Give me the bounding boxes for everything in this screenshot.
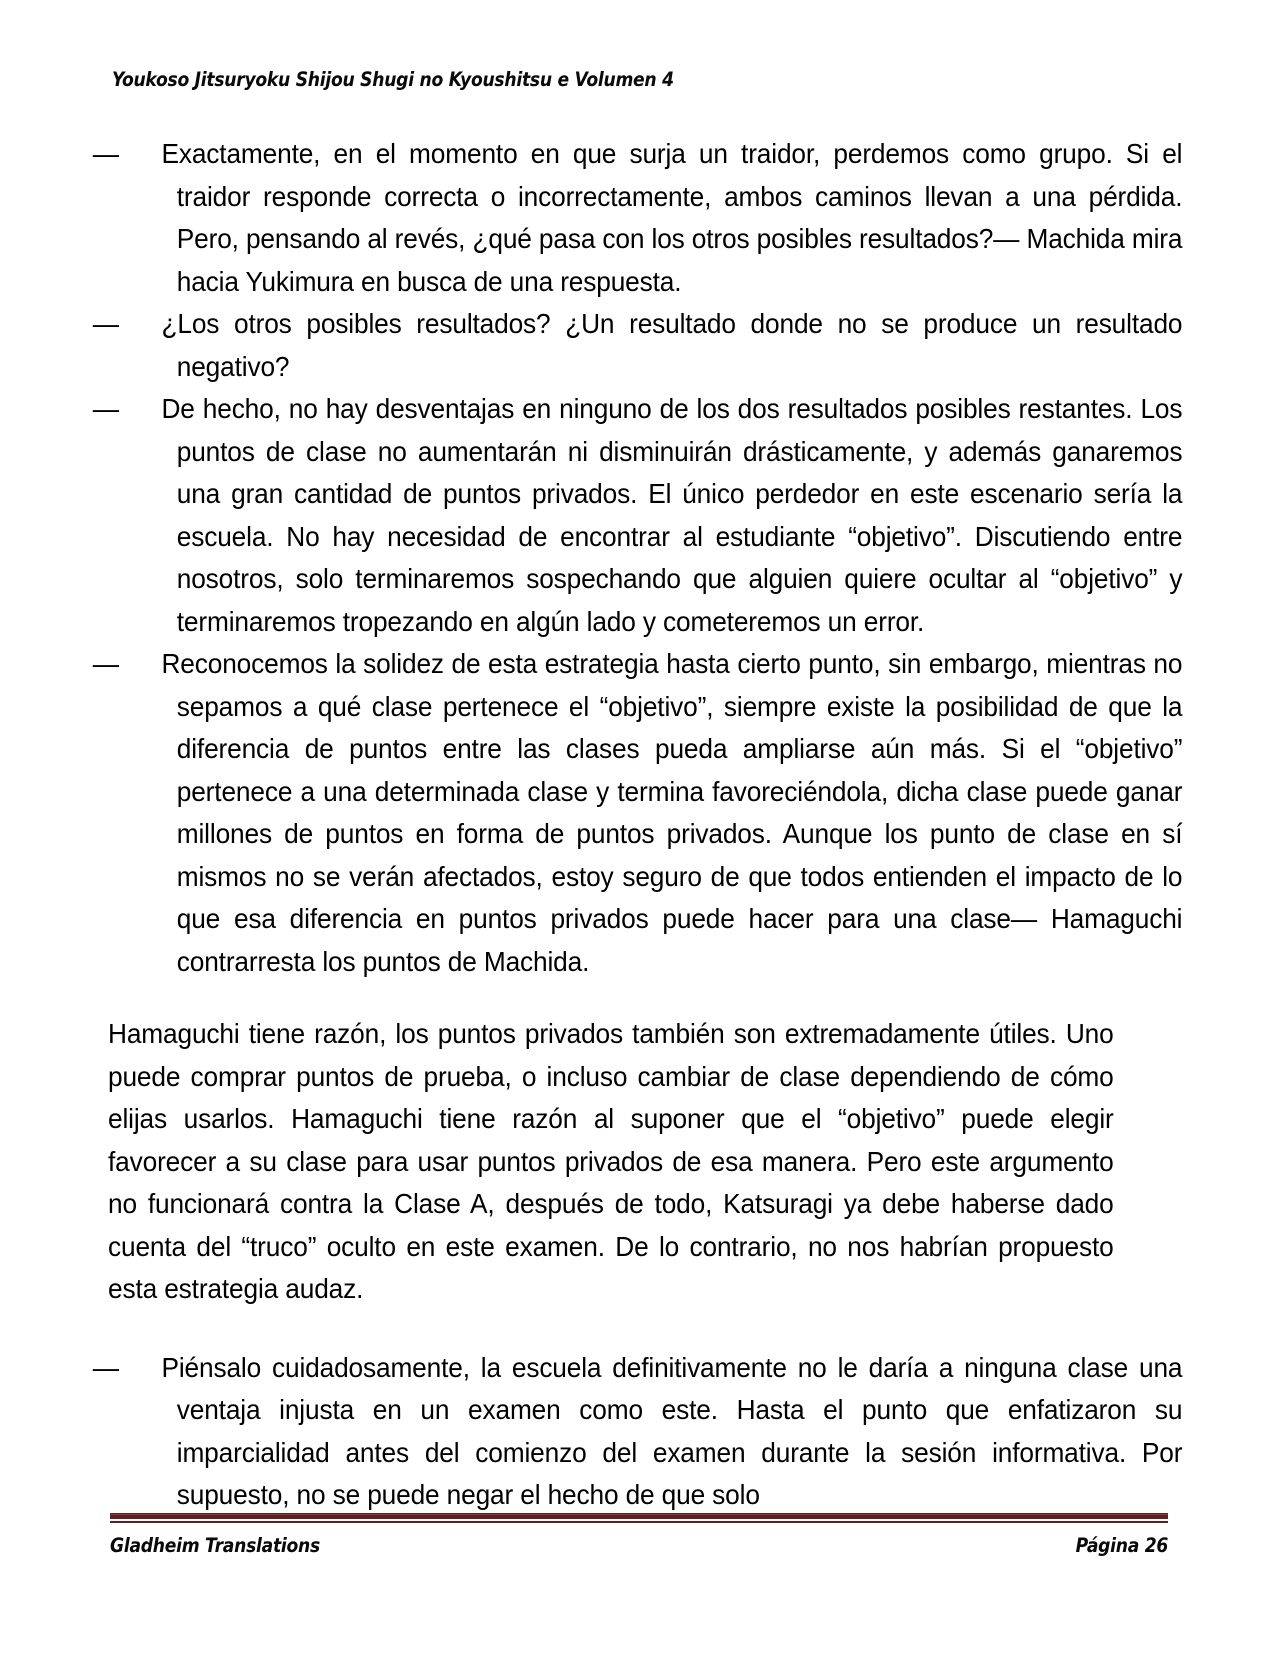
em-dash-bullet: — bbox=[92, 1351, 119, 1383]
em-dash-bullet: — bbox=[92, 648, 119, 679]
footer-divider-highlight bbox=[110, 1514, 1168, 1515]
em-dash-bullet: — bbox=[92, 393, 119, 424]
header-title: Youkoso Jitsuryoku Shijou Shugi no Kyoushitsu e Volumen 4 bbox=[112, 68, 674, 91]
paragraph-text: Exactamente, en el momento en que surja un traidor, perdemos como grupo. Si el traidor responde correcta o incorrectamente, ambos caminos llevan a una pérdida. Pero, pensando al revés, ¿qué pasa con los otros posibles resultados?— Machida mira hacia Yukimura en busca de una respuesta. bbox=[161, 138, 1183, 297]
paragraph-text: De hecho, no hay desventajas en ninguno de los dos resultados posibles restantes. Los puntos de clase no aumentarán ni disminuirán drásticamente, y además ganaremos una gran cantidad de puntos privados. El único perdedor en este escenario sería la escuela. No hay necesidad de encontrar al estudiante “objetivo”. Discutiendo entre nosotros, solo terminaremos sospechando que alguien quiere ocultar al “objetivo” y terminaremos tropezando en algún lado y cometeremos un error. bbox=[161, 393, 1183, 637]
body-paragraph bbox=[92, 1347, 1183, 1517]
page-body bbox=[92, 133, 1183, 1517]
footer-divider bbox=[110, 1513, 1168, 1523]
footer-divider-thin-bar bbox=[110, 1521, 1168, 1523]
body-paragraph bbox=[92, 388, 1183, 643]
em-dash-bullet: — bbox=[92, 138, 119, 169]
paragraph-spacer bbox=[108, 1311, 1114, 1347]
page-header bbox=[112, 68, 1168, 91]
paragraph-text: ¿Los otros posibles resultados? ¿Un resultado donde no se produce un resultado negativo? bbox=[161, 308, 1183, 382]
body-paragraph bbox=[92, 303, 1183, 388]
page-footer bbox=[110, 1534, 1168, 1557]
body-paragraph bbox=[92, 643, 1183, 983]
body-paragraph bbox=[92, 133, 1183, 303]
paragraph-text: Reconocemos la solidez de esta estrategia hasta cierto punto, sin embargo, mientras no sepamos a qué clase pertenece el “objetivo”, siempre existe la posibilidad de que la diferencia de puntos entre las clases pueda ampliarse aún más. Si el “objetivo” pertenece a una determinada clase y termina favoreciéndola, dicha clase puede ganar millones de puntos en forma de puntos privados. Aunque los punto de clase en sí mismos no se verán afectados, estoy seguro de que todos entienden el impacto de lo que esa diferencia en puntos privados puede hacer para una clase— Hamaguchi contrarresta los puntos de Machida. bbox=[161, 648, 1183, 977]
paragraph-text: Hamaguchi tiene razón, los puntos privados también son extremadamente útiles. Uno puede comprar puntos de prueba, o incluso cambiar de clase dependiendo de cómo elijas usarlos. Hamaguchi tiene razón al suponer que el “objetivo” puede elegir favorecer a su clase para usar puntos privados de esa manera. Pero este argumento no funcionará contra la Clase A, después de todo, Katsuragi ya debe haberse dado cuenta del “truco” oculto en este examen. De lo contrario, no nos habrían propuesto esta estrategia audaz. bbox=[108, 1018, 1114, 1304]
paragraph-text: Piénsalo cuidadosamente, la escuela definitivamente no le daría a ninguna clase una ventaja injusta en un examen como este. Hasta el punto que enfatizaron su imparcialidad antes del comienzo del examen durante la sesión informativa. Por supuesto, no se puede negar el hecho de que solo bbox=[161, 1351, 1183, 1510]
footer-page-number: Página 26 bbox=[1075, 1534, 1168, 1557]
footer-credit: Gladheim Translations bbox=[110, 1534, 320, 1557]
paragraph-spacer bbox=[108, 983, 1114, 1013]
em-dash-bullet: — bbox=[92, 308, 119, 339]
body-paragraph bbox=[108, 1013, 1114, 1311]
